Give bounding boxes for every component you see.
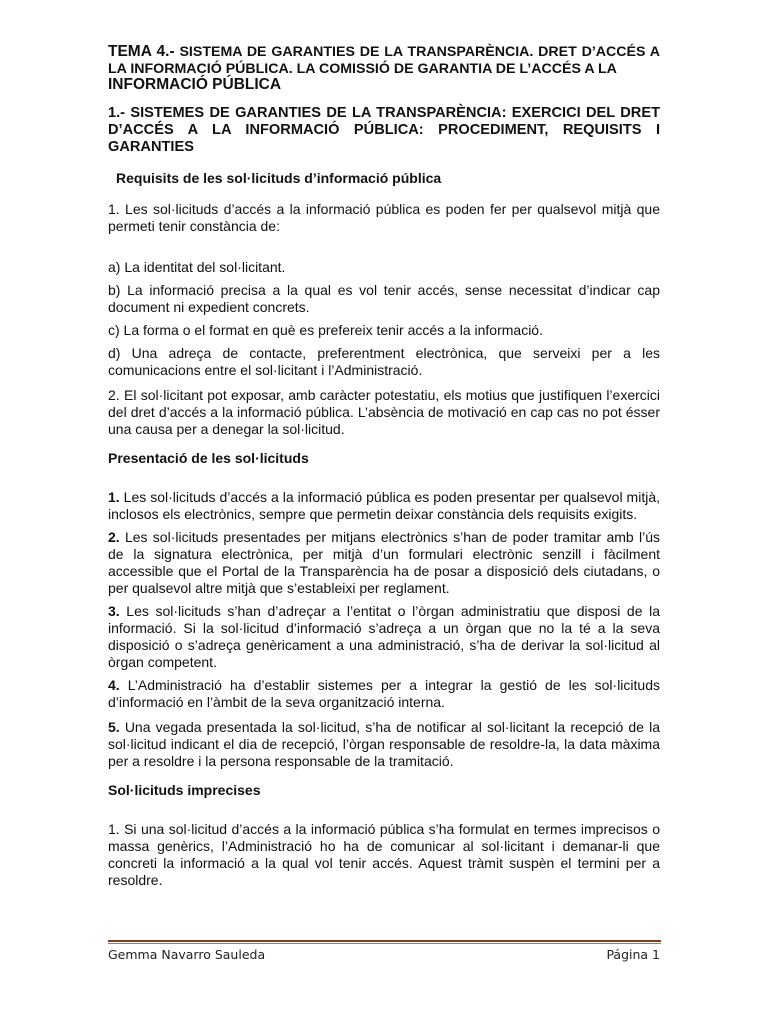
title-lead: TEMA 4.-	[108, 43, 175, 60]
item-text: L’Administració ha d’establir sistemes per a integrar la gestió de les sol·licituds d’informació en l’àmbit de la seva organització interna.	[108, 676, 660, 710]
item-text: Una vegada presentada la sol·licitud, s’ha de notificar al sol·licitant la recepció de la sol·licitud indicant el dia de recepció, l’òrgan responsable de resoldre-la, la data màxima per a resoldre i la persona responsable de la tramitació.	[108, 718, 660, 769]
footer-page-number: Página 1	[606, 947, 660, 962]
presentacio-item	[108, 719, 660, 770]
page-footer	[108, 947, 660, 962]
document-page	[108, 44, 660, 889]
item-number: 4.	[108, 676, 120, 693]
requisits-item-d: d) Una adreça de contacte, preferentment electrònica, que serveixi per a les comunicacions entre el sol·licitant i l’Administració.	[108, 344, 660, 378]
requisits-heading: Requisits de les sol·licituds d’informació pública	[116, 169, 442, 186]
item-text: Les sol·licituds d’accés a la informació pública es poden presentar per qualsevol mitjà, inclosos els electrònics, sempre que permetin deixar constància dels requisits exigits.	[108, 488, 660, 522]
item-text: Les sol·licituds s’han d’adreçar a l’entitat o l’òrgan administratiu que disposi de la informació. Si la sol·licitud d’informació s’adreça a un òrgan que no la té a la seva disposició o s’adreça genèricament a una administració, s’ha de derivar la sol·licitud al òrgan competent.	[108, 602, 660, 670]
presentacio-item	[108, 603, 660, 671]
presentacio-item	[108, 677, 660, 711]
presentacio-heading: Presentació de les sol·licituds	[108, 449, 309, 466]
requisits-paragraph-1: 1. Les sol·licituds d’accés a la informació pública es poden fer per qualsevol mitjà que permeti tenir constància de:	[108, 200, 660, 234]
item-number: 2.	[108, 528, 120, 545]
item-text: Les sol·licituds presentades per mitjans electrònics s’han de poder tramitar amb l’ús de la signatura electrònica, per mitjà d’un formulari electrònic senzill i fàcilment accessible que el Portal de la Transparència ha de posar a disposició dels ciutadans, o per qualsevol altre mitjà que s’estableixi per reglament.	[108, 528, 660, 596]
title-last-line: INFORMACIÓ PÚBLICA	[108, 76, 282, 93]
title-text: SISTEMA DE GARANTIES DE LA TRANSPARÈNCIA. DRET D’ACCÉS A LA INFORMACIÓ PÚBLICA. LA COMISSIÓ DE GARANTIA DE L’ACCÉS A LA	[108, 44, 661, 77]
item-number: 5.	[108, 718, 120, 735]
item-number: 1.	[108, 488, 120, 505]
section-title: 1.- SISTEMES DE GARANTIES DE LA TRANSPARÈNCIA: EXERCICI DEL DRET D’ACCÉS A LA INFORMACIÓ PÚBLICA: PROCEDIMENT, REQUISITS I GARANTIES	[108, 104, 660, 155]
requisits-item-c: c) La forma o el format en què es prefereix tenir accés a la informació.	[108, 321, 543, 338]
requisits-item-b: b) La informació precisa a la qual es vol tenir accés, sense necessitat d’indicar cap document ni expedient concrets.	[108, 281, 660, 315]
footer-divider	[108, 940, 661, 946]
presentacio-item	[108, 489, 660, 523]
imprecises-heading: Sol·licituds imprecises	[108, 781, 261, 798]
imprecises-paragraph-1: 1. Si una sol·licitud d’accés a la informació pública s’ha formulat en termes imprecisos o massa genèrics, l’Administració ho ha de comunicar al sol·licitant i demanar-li que concreti la informació a la qual vol tenir accés. Aquest tràmit suspèn el termini per a resoldre.	[108, 820, 660, 888]
requisits-item-a: a) La identitat del sol·licitant.	[108, 258, 286, 275]
requisits-paragraph-2: 2. El sol·licitant pot exposar, amb caràcter potestatiu, els motius que justifiquen l’exercici del dret d’accés a la informació pública. L’absència de motivació en cap cas no pot ésser una causa per a denegar la sol·licitud.	[108, 386, 660, 437]
item-number: 3.	[108, 602, 120, 619]
footer-author: Gemma Navarro Sauleda	[108, 947, 266, 962]
document-title	[108, 44, 660, 94]
presentacio-item	[108, 529, 660, 597]
